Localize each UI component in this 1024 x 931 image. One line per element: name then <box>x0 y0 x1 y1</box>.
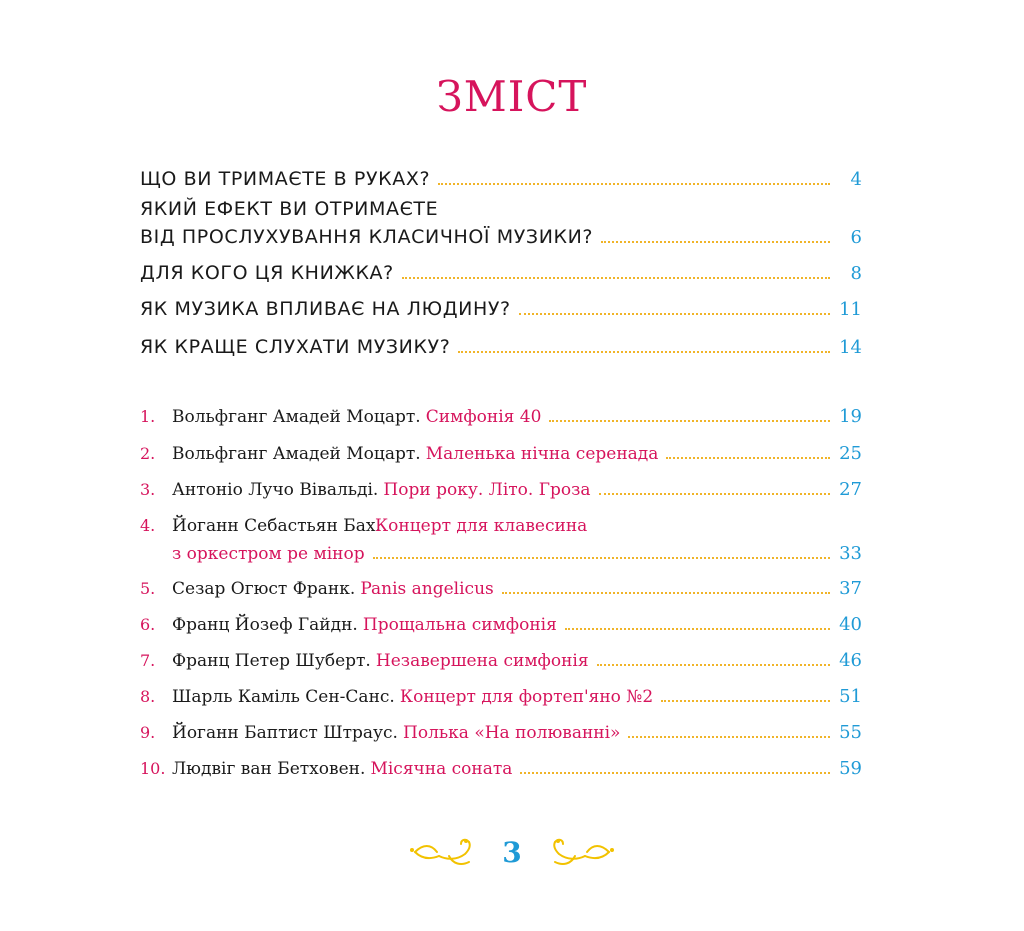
chapter-work: Концерт для фортеп'яно №2 <box>399 687 654 707</box>
dot-leader <box>628 736 830 738</box>
intro-item-label: ЩО ВИ ТРИМАЄТЕ В РУКАХ? <box>140 168 431 190</box>
chapter-composer: Йоганн Баптист Штраус. <box>172 723 398 743</box>
dot-leader <box>402 277 830 279</box>
chapter-work: Концерт для клавесина <box>375 516 588 536</box>
dot-leader <box>520 772 830 774</box>
chapter-work: Пори року. Літо. Гроза <box>383 480 591 500</box>
dot-leader <box>519 313 830 315</box>
dot-leader <box>565 628 830 630</box>
intro-item[interactable] <box>140 262 862 284</box>
chapter-work-continued: з оркестром ре мінор <box>172 544 365 564</box>
chapter-number: 2. <box>140 444 156 463</box>
chapter-composer: Йоганн Себастьян Бах. <box>172 516 381 536</box>
chapter-page: 37 <box>839 578 862 599</box>
page-title: ЗМІСТ <box>436 72 588 121</box>
chapter-composer: Франц Йозеф Гайдн. <box>172 615 358 635</box>
chapter-work: Полька «На полюванні» <box>403 723 621 743</box>
dot-leader <box>661 700 830 702</box>
dot-leader <box>458 351 830 353</box>
chapter-work: Місячна соната <box>370 759 513 779</box>
dot-leader <box>597 664 830 666</box>
chapter-page: 51 <box>839 686 862 707</box>
chapter-work: Прощальна симфонія <box>362 615 557 635</box>
chapter-work: Panis angelicus <box>360 579 494 599</box>
intro-item-page: 4 <box>850 169 862 190</box>
chapter-composer: Сезар Огюст Франк. <box>172 579 356 599</box>
dot-leader <box>438 183 830 185</box>
chapter-item[interactable] <box>140 758 862 779</box>
chapter-page: 25 <box>839 443 862 464</box>
chapter-page: 46 <box>839 650 862 671</box>
intro-item[interactable] <box>140 198 862 248</box>
chapter-item[interactable] <box>140 479 862 500</box>
intro-item-label: ВІД ПРОСЛУХУВАННЯ КЛАСИЧНОЇ МУЗИКИ? <box>140 226 594 248</box>
intro-item-page: 11 <box>839 299 862 320</box>
chapter-item[interactable] <box>140 614 862 635</box>
chapter-work: Незавершена симфонія <box>375 651 589 671</box>
chapter-item[interactable] <box>140 443 862 464</box>
intro-item-label: ЯК МУЗИКА ВПЛИВАЄ НА ЛЮДИНУ? <box>140 298 511 320</box>
chapter-composer: Антоніо Лучо Вівальді. <box>172 480 379 500</box>
chapter-item[interactable] <box>140 406 862 427</box>
intro-item[interactable] <box>140 168 862 190</box>
chapter-composer: Шарль Каміль Сен-Санс. <box>172 687 395 707</box>
intro-item[interactable] <box>140 298 862 320</box>
chapter-number: 9. <box>140 723 156 742</box>
chapter-composer: Людвіг ван Бетховен. <box>172 759 366 779</box>
chapter-number: 8. <box>140 687 156 706</box>
chapter-number: 10. <box>140 759 166 778</box>
chapter-page: 19 <box>839 406 862 427</box>
intro-item-page: 14 <box>839 337 862 358</box>
chapter-number: 5. <box>140 579 156 598</box>
intro-item-label: ЯК КРАЩЕ СЛУХАТИ МУЗИКУ? <box>140 336 451 358</box>
chapter-page: 55 <box>839 722 862 743</box>
intro-item[interactable] <box>140 336 862 358</box>
dot-leader <box>373 557 830 559</box>
chapter-page: 33 <box>839 543 862 564</box>
bird-ornament-icon <box>409 830 479 874</box>
chapter-page: 59 <box>839 758 862 779</box>
dot-leader <box>549 420 830 422</box>
intro-item-label: ДЛЯ КОГО ЦЯ КНИЖКА? <box>140 262 394 284</box>
page-number: 3 <box>502 835 522 869</box>
chapter-number: 3. <box>140 480 156 499</box>
chapter-composer: Вольфганг Амадей Моцарт. <box>172 444 421 464</box>
chapter-page: 40 <box>839 614 862 635</box>
bird-ornament-icon <box>545 830 615 874</box>
chapter-item[interactable] <box>140 650 862 671</box>
intro-item-page: 6 <box>850 227 862 248</box>
dot-leader <box>599 493 830 495</box>
dot-leader <box>502 592 830 594</box>
chapter-composer: Франц Петер Шуберт. <box>172 651 371 671</box>
chapter-number: 4. <box>140 516 156 535</box>
dot-leader <box>666 457 830 459</box>
chapter-item[interactable] <box>140 578 862 599</box>
chapter-composer: Вольфганг Амадей Моцарт. <box>172 407 421 427</box>
intro-item-page: 8 <box>850 263 862 284</box>
chapter-work: Симфонія 40 <box>425 407 542 427</box>
page-footer <box>0 830 1024 874</box>
dot-leader <box>601 241 830 243</box>
chapter-number: 6. <box>140 615 156 634</box>
chapter-number: 7. <box>140 651 156 670</box>
chapter-item[interactable] <box>140 686 862 707</box>
intro-item-label-line1: ЯКИЙ ЕФЕКТ ВИ ОТРИМАЄТЕ <box>140 198 439 220</box>
chapter-number: 1. <box>140 407 156 426</box>
chapter-page: 27 <box>839 479 862 500</box>
chapter-item[interactable] <box>140 516 862 564</box>
chapter-item[interactable] <box>140 722 862 743</box>
chapter-work: Маленька нічна серенада <box>425 444 659 464</box>
